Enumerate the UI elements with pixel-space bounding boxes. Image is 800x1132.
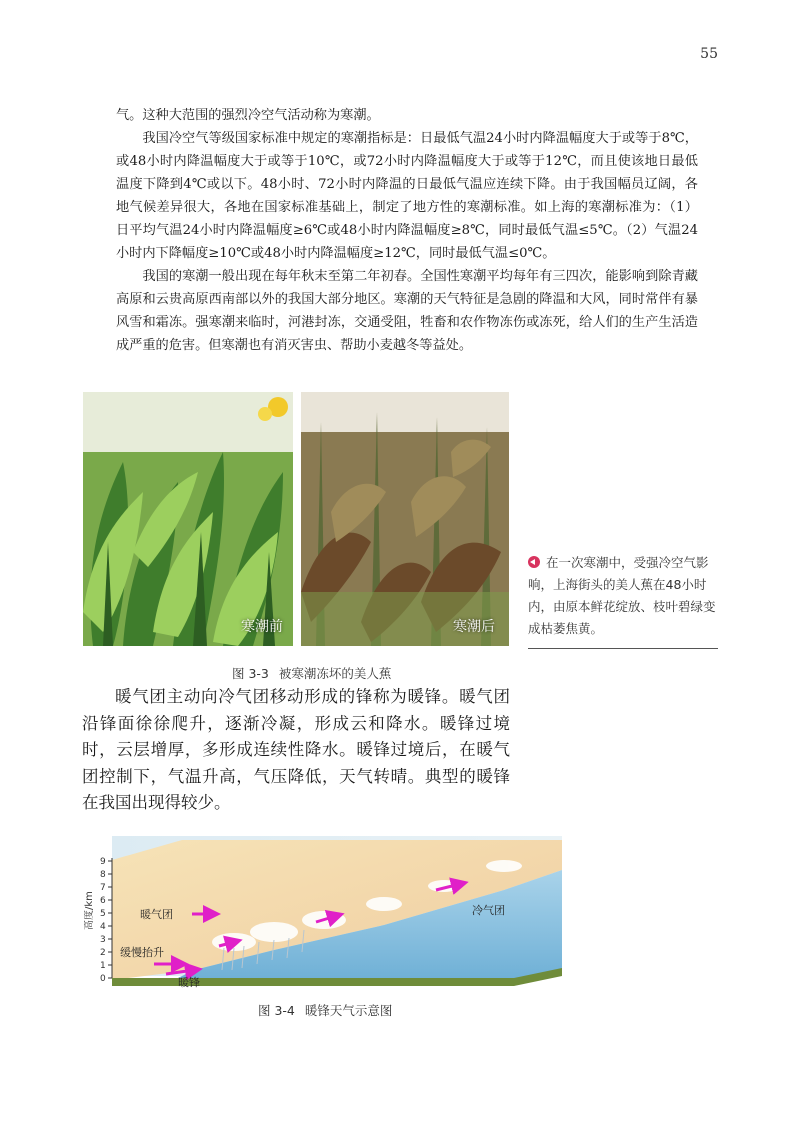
figure-3-3-caption xyxy=(232,664,391,682)
before-label: 寒潮前 xyxy=(241,619,283,635)
cold-air-label: 冷气团 xyxy=(472,904,505,917)
paragraph: 我国冷空气等级国家标准中规定的寒潮指标是：日最低气温24小时内降温幅度大于或等于8℃，或48小时内降温幅度大于或等于10℃，或72小时内降温幅度大于或等于12℃，而且使该地日最低温度下降到4℃或以下。48小时、72小时内降温的日最低气温应连续下降。由于我国幅员辽阔，各地气候差异很大，各地在国家标准基础上，制定了地方性的寒潮标准。如上海的寒潮标准为：（1）日平均气温24小时内降温幅度≥6℃或48小时内降温幅度≥8℃，同时最低气温≤5℃。（2）气温24小时内下降幅度≥10℃或48小时内降温幅度≥12℃，同时最低气温≤0℃。 xyxy=(116,131,698,261)
figure-side-note xyxy=(528,552,716,640)
figure-3-4-caption xyxy=(258,1001,392,1019)
paragraph: 气。这种大范围的强烈冷空气活动称为寒潮。 xyxy=(116,108,380,123)
front-label: 暖锋 xyxy=(178,976,200,989)
lifting-label: 缓慢抬升 xyxy=(120,946,164,959)
caption-number: 图 3-4 xyxy=(258,1003,295,1018)
warm-front-diagram xyxy=(84,830,574,990)
warm-front-text xyxy=(82,684,510,817)
y-tick-label: 3 xyxy=(100,935,106,945)
caption-number: 图 3-3 xyxy=(232,666,269,681)
photo-after-cold-wave xyxy=(301,392,509,646)
y-axis-label: 高度/km xyxy=(84,891,95,930)
page-number: 55 xyxy=(700,46,718,62)
warm-air-label: 暖气团 xyxy=(140,908,173,921)
photo-before-cold-wave xyxy=(83,392,293,646)
divider xyxy=(528,648,718,649)
y-tick-label: 2 xyxy=(100,948,106,958)
y-tick-label: 6 xyxy=(100,896,106,906)
caption-title: 暖锋天气示意图 xyxy=(304,1003,393,1018)
side-note-text: 在一次寒潮中，受强冷空气影响，上海街头的美人蕉在48小时内，由原本鲜花绽放、枝叶碧绿变成枯萎焦黄。 xyxy=(528,555,716,636)
after-label: 寒潮后 xyxy=(453,619,495,635)
y-tick-label: 5 xyxy=(100,909,106,919)
caption-title: 被寒潮冻坏的美人蕉 xyxy=(278,666,392,681)
paragraph: 我国的寒潮一般出现在每年秋末至第二年初春。全国性寒潮平均每年有三四次，能影响到除青藏高原和云贵高原西南部以外的我国大部分地区。寒潮的天气特征是急剧的降温和大风，同时常伴有暴风雪和霜冻。强寒潮来临时，河港封冻，交通受阻，牲畜和农作物冻伤或冻死，给人们的生产生活造成严重的危害。但寒潮也有消灭害虫、帮助小麦越冬等益处。 xyxy=(116,269,698,353)
y-tick-label: 0 xyxy=(100,974,106,984)
arrow-left-icon xyxy=(528,556,540,568)
y-tick-label: 9 xyxy=(100,857,106,867)
y-tick-label: 8 xyxy=(100,870,106,880)
paragraph: 暖气团主动向冷气团移动形成的锋称为暖锋。暖气团沿锋面徐徐爬升，逐渐冷凝，形成云和降水。暖锋过境时，云层增厚，多形成连续性降水。暖锋过境后，在暖气团控制下，气温升高，气压降低，天气转晴。典型的暖锋在我国出现得较少。 xyxy=(82,687,510,812)
intro-text xyxy=(116,104,698,357)
y-tick-label: 7 xyxy=(100,883,106,893)
y-tick-label: 1 xyxy=(100,961,106,971)
y-axis-ticks xyxy=(100,857,112,984)
y-tick-label: 4 xyxy=(100,922,106,932)
